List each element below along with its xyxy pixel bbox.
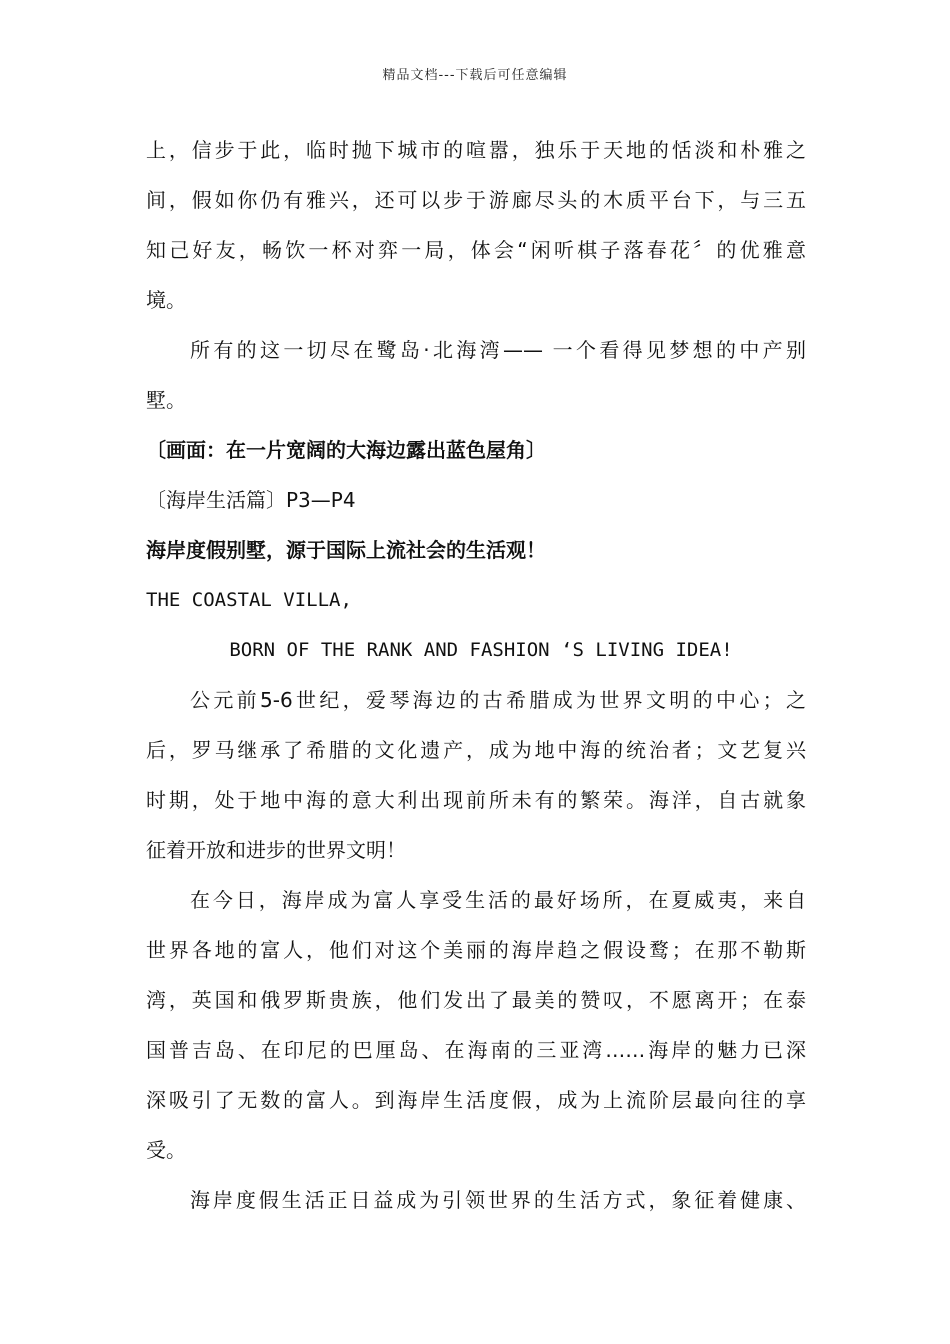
paragraph-1	[146, 128, 806, 328]
paragraph-line: 公元前5-6世纪，爱琴海边的古希腊成为世界文明的中心；之	[190, 688, 806, 712]
headline: 海岸度假别墅，源于国际上流社会的生活观！	[146, 538, 546, 562]
paragraph-5	[146, 1178, 806, 1228]
paragraph-line: 受。	[146, 1138, 186, 1162]
page-header: 精品文档---下载后可任意编辑	[382, 68, 568, 83]
paragraph-line: 在今日，海岸成为富人享受生活的最好场所，在夏威夷，来自	[190, 888, 806, 912]
paragraph-line: 湾，英国和俄罗斯贵族，他们发出了最美的赞叹，不愿离开；在泰	[146, 988, 806, 1012]
paragraph-line: 国普吉岛、在印尼的巴厘岛、在海南的三亚湾……海岸的魅力已深	[146, 1038, 806, 1062]
paragraph-4	[146, 878, 806, 1178]
document-body	[146, 128, 806, 1228]
paragraph-line: 上，信步于此，临时抛下城市的喧嚣，独乐于天地的恬淡和朴雅之	[146, 138, 806, 162]
section-label: 〔海岸生活篇〕P3—P4	[146, 488, 356, 512]
english-title-line-2: BORN OF THE RANK AND FASHION ‘S LIVING IDEA!	[229, 639, 733, 661]
paragraph-line: 墅。	[146, 388, 186, 412]
paragraph-line: 间，假如你仍有雅兴，还可以步于游廊尽头的木质平台下，与三五	[146, 188, 806, 212]
paragraph-line: 时期，处于地中海的意大利出现前所未有的繁荣。海洋，自古就象	[146, 788, 806, 812]
paragraph-line: 征着开放和进步的世界文明！	[146, 838, 406, 862]
paragraph-3	[146, 678, 806, 878]
english-title-line-1: THE COASTAL VILLA,	[146, 589, 352, 611]
paragraph-2	[146, 328, 806, 428]
scene-note: 〔画面：在一片宽阔的大海边露出蓝色屋角〕	[146, 438, 546, 462]
paragraph-line: 世界各地的富人，他们对这个美丽的海岸趋之假设鹜；在那不勒斯	[146, 938, 806, 962]
paragraph-line: 海岸度假生活正日益成为引领世界的生活方式，象征着健康、	[190, 1188, 806, 1212]
paragraph-line: 知己好友，畅饮一杯对弈一局，体会“闲听棋子落春花〞的优雅意	[146, 238, 806, 262]
paragraph-line: 深吸引了无数的富人。到海岸生活度假，成为上流阶层最向往的享	[146, 1088, 806, 1112]
paragraph-line: 所有的这一切尽在鹭岛·北海湾—— 一个看得见梦想的中产别	[190, 338, 806, 362]
paragraph-line: 境。	[146, 288, 186, 312]
paragraph-line: 后，罗马继承了希腊的文化遗产，成为地中海的统治者；文艺复兴	[146, 738, 806, 762]
